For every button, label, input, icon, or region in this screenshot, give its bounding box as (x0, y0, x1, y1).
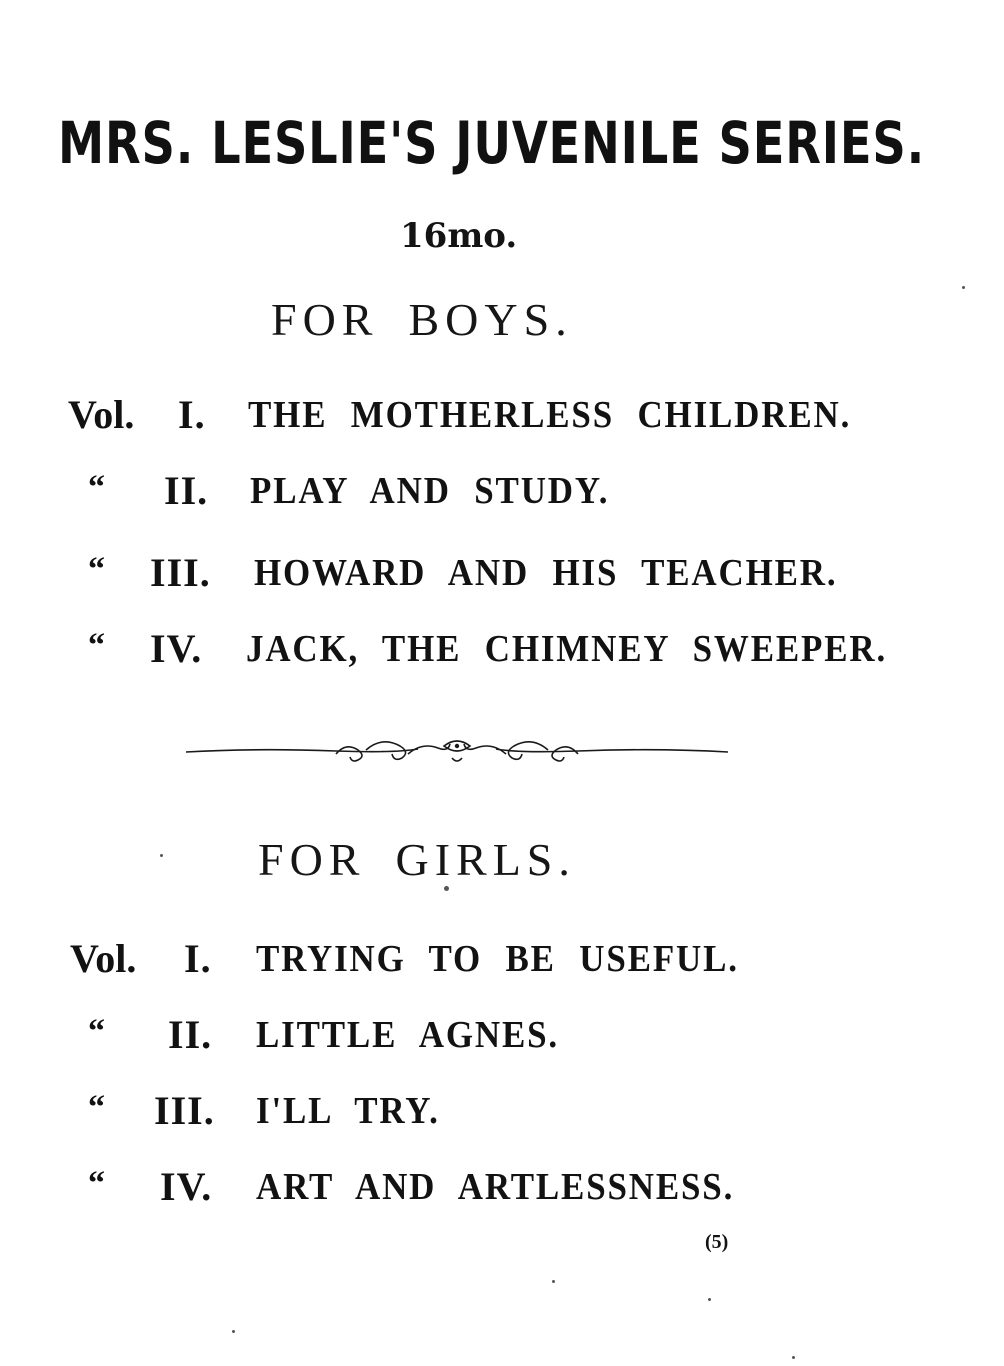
volume-row (0, 466, 1004, 516)
volume-row (0, 1086, 1004, 1136)
section-heading-girls (258, 834, 576, 886)
volume-prefix: Vol. (70, 936, 137, 981)
volume-numeral: I. (178, 392, 206, 437)
page-number: (5) (705, 1231, 729, 1253)
print-speck (962, 286, 965, 289)
volume-title: LITTLE AGNES. (256, 1014, 559, 1056)
heading-word: GIRLS. (395, 834, 576, 885)
volume-title: THE MOTHERLESS CHILDREN. (248, 394, 852, 436)
format-label: 16mo. (400, 216, 518, 256)
volume-numeral: III. (154, 1088, 215, 1133)
volume-title: TRYING TO BE USEFUL. (256, 938, 739, 980)
print-speck (552, 1280, 555, 1283)
volume-row (0, 1162, 1004, 1212)
ditto-mark: “ (88, 1165, 105, 1202)
volume-row (0, 624, 1004, 674)
volume-numeral: III. (150, 550, 211, 595)
volume-prefix: Vol. (68, 392, 135, 437)
heading-word: FOR (258, 834, 366, 885)
ditto-mark: “ (88, 1013, 105, 1050)
volume-title: JACK, THE CHIMNEY SWEEPER. (246, 628, 888, 670)
volume-numeral: IV. (160, 1164, 213, 1209)
volume-numeral: IV. (150, 626, 203, 671)
print-speck (444, 886, 449, 891)
volume-title: I'LL TRY. (256, 1090, 440, 1132)
volume-numeral: I. (184, 936, 212, 981)
ditto-mark: “ (88, 627, 105, 664)
volume-row (0, 548, 1004, 598)
volume-title: ART AND ARTLESSNESS. (256, 1166, 735, 1208)
print-speck (232, 1330, 235, 1333)
heading-word: BOYS. (408, 294, 573, 345)
series-title: MRS. LESLIE'S JUVENILE SERIES. (58, 109, 925, 177)
section-heading-boys (271, 294, 573, 346)
volume-numeral: II. (168, 1012, 213, 1057)
volume-row (0, 390, 1004, 440)
volume-title: PLAY AND STUDY. (250, 470, 610, 512)
ditto-mark: “ (88, 469, 105, 506)
print-speck (708, 1298, 711, 1301)
print-speck (160, 854, 163, 857)
volume-numeral: II. (164, 468, 209, 513)
volume-title: HOWARD AND HIS TEACHER. (254, 552, 838, 594)
ditto-mark: “ (88, 551, 105, 588)
ditto-mark: “ (88, 1089, 105, 1126)
volume-row (0, 1010, 1004, 1060)
volume-row (0, 934, 1004, 984)
ornament-divider (186, 734, 728, 770)
heading-word: FOR (271, 294, 379, 345)
print-speck (792, 1356, 795, 1359)
